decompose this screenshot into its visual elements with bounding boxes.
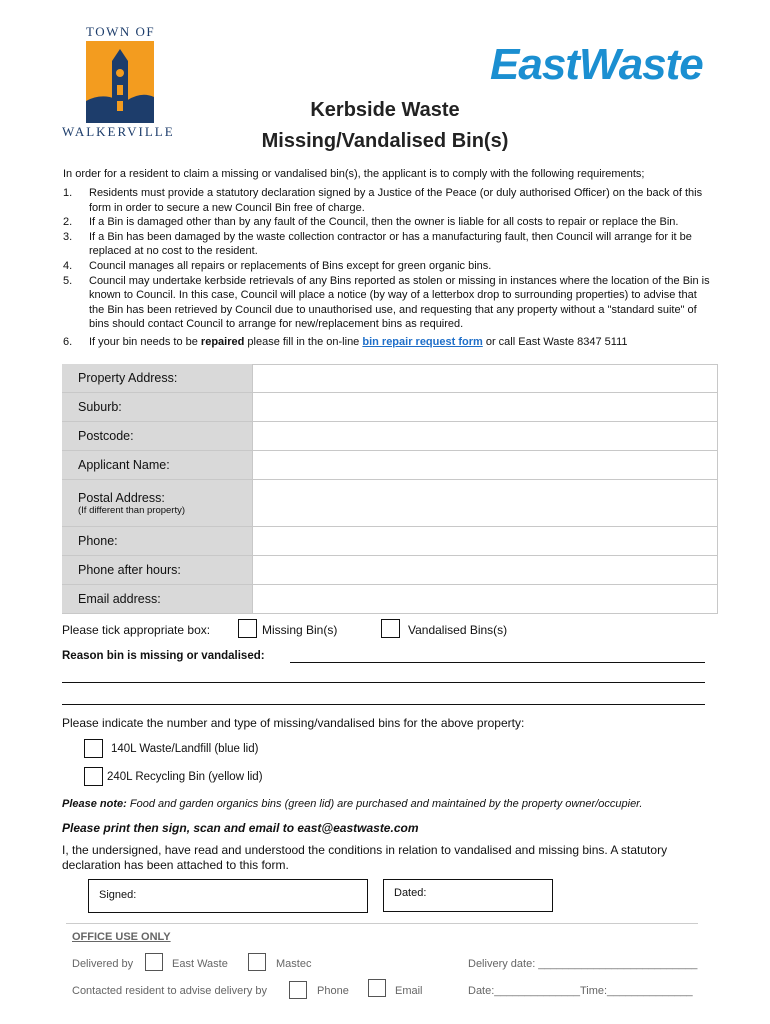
bin-repair-request-link[interactable]: bin repair request form <box>362 335 483 348</box>
phone-after-hours-input[interactable] <box>252 556 718 584</box>
contact-email-label: Email <box>395 985 423 997</box>
requirements-list <box>63 186 713 350</box>
requirement-number: 1. <box>63 187 73 199</box>
title-line2: Missing/Vandalised Bin(s) <box>261 130 509 152</box>
requirement-text: If a Bin has been damaged by the waste collection contractor or has a manufacturing fault, then Council will arrange for it be replaced at no cost to the resident. <box>89 230 692 258</box>
eastwaste-logo <box>490 40 703 90</box>
recycling-bin-label: 240L Recycling Bin (yellow lid) <box>107 771 263 783</box>
phone-input[interactable] <box>252 527 718 555</box>
delivered-by-label: Delivered by <box>72 958 134 970</box>
reason-label: Reason bin is missing or vandalised: <box>62 650 265 662</box>
contact-phone-checkbox[interactable] <box>289 981 307 999</box>
intro-text: In order for a resident to claim a missing or vandalised bin(s), the applicant is to comply with the following requirements; <box>63 168 645 180</box>
bins-heading: Please indicate the number and type of missing/vandalised bins for the above property: <box>62 716 525 730</box>
waste-bin-checkbox[interactable] <box>84 739 103 758</box>
postcode-input[interactable] <box>252 422 718 450</box>
signed-label: Signed: <box>99 889 137 901</box>
vandalised-bin-checkbox[interactable] <box>381 619 400 638</box>
eastwaste-logo-part2: Waste <box>578 40 703 89</box>
requirement-number: 5. <box>63 274 73 287</box>
contact-phone-label: Phone <box>317 985 349 997</box>
vandalised-bin-label: Vandalised Bins(s) <box>408 623 508 637</box>
recycling-bin-checkbox[interactable] <box>84 767 103 786</box>
mastec-checkbox[interactable] <box>248 953 266 971</box>
organics-note <box>62 798 643 810</box>
form-row-applicant-name <box>62 451 718 480</box>
property-address-label: Property Address: <box>62 364 252 392</box>
form-row-postal-address <box>62 480 718 527</box>
delivery-date-field[interactable]: Delivery date: __________________________ <box>468 958 698 970</box>
requirement-number: 3. <box>63 230 73 243</box>
note-text: Food and garden organics bins (green lid) are purchased and maintained by the property owner/occupier. <box>126 798 643 810</box>
east-waste-checkbox[interactable] <box>145 953 163 971</box>
req6-prefix: If your bin needs to be <box>89 335 201 348</box>
reason-line-1[interactable] <box>290 662 705 663</box>
requirement-item <box>63 186 713 215</box>
dated-label: Dated: <box>394 887 427 899</box>
east-waste-label: East Waste <box>172 958 228 970</box>
req6-suffix: or call East Waste 8347 5111 <box>482 335 628 348</box>
postal-address-label: Postal Address: <box>78 490 165 505</box>
postal-address-label-cell <box>62 480 252 526</box>
applicant-details-form <box>62 364 718 614</box>
suburb-label: Suburb: <box>62 393 252 421</box>
property-address-input[interactable] <box>252 364 718 392</box>
note-label: Please note: <box>62 798 127 810</box>
form-row-phone-after-hours <box>62 556 718 585</box>
form-row-email <box>62 585 718 614</box>
print-instruction: Please print then sign, scan and email to east@eastwaste.com <box>62 821 419 835</box>
missing-bin-label: Missing Bin(s) <box>262 623 338 637</box>
contacted-label: Contacted resident to advise delivery by <box>72 985 268 997</box>
requirement-item <box>63 215 713 230</box>
signed-field[interactable] <box>88 879 368 913</box>
dated-field[interactable] <box>383 879 553 912</box>
town-logo-top-text: TOWN OF <box>86 24 156 39</box>
waste-bin-label: 140L Waste/Landfill (blue lid) <box>111 743 259 755</box>
eastwaste-logo-part1: East <box>490 40 579 89</box>
missing-bin-checkbox[interactable] <box>238 619 257 638</box>
tick-label: Please tick appropriate box: <box>62 623 211 637</box>
mastec-label: Mastec <box>276 958 312 970</box>
requirement-text <box>89 335 628 350</box>
title-line1: Kerbside Waste <box>310 99 460 121</box>
contact-email-checkbox[interactable] <box>368 979 386 997</box>
phone-after-hours-label: Phone after hours: <box>62 556 252 584</box>
requirement-number: 4. <box>63 259 73 272</box>
requirement-item <box>63 335 713 350</box>
req6-middle: please fill in the on-line <box>244 335 363 348</box>
postal-address-note: (If different than property) <box>78 504 186 516</box>
email-input[interactable] <box>252 585 718 613</box>
requirement-item <box>63 274 713 332</box>
town-logo-bottom-text: WALKERVILLE <box>62 124 175 139</box>
office-divider <box>66 923 698 924</box>
requirement-item <box>63 259 713 274</box>
applicant-name-label: Applicant Name: <box>62 451 252 479</box>
form-row-postcode <box>62 422 718 451</box>
declaration-text: I, the undersigned, have read and understood the conditions in relation to vandalised and missing bins. A statutory declaration has been attached to this form. <box>62 843 668 872</box>
phone-label: Phone: <box>62 527 252 555</box>
form-row-suburb <box>62 393 718 422</box>
email-label: Email address: <box>62 585 252 613</box>
form-row-property-address <box>62 364 718 393</box>
requirement-text: Council manages all repairs or replacements of Bins except for green organic bins. <box>89 259 492 272</box>
postal-address-input[interactable] <box>252 480 718 526</box>
requirement-number: 2. <box>63 216 73 229</box>
requirement-text: If a Bin is damaged other than by any fault of the Council, then the owner is liable for all costs to repair or replace the Bin. <box>89 216 679 229</box>
requirement-item <box>63 230 713 259</box>
req6-bold: repaired <box>200 335 245 348</box>
requirement-text: Council may undertake kerbside retrievals of any Bins reported as stolen or missing in instances where the location of the Bin is known to Council. In this case, Council will place a notice (by way of a letterbox drop to surrounding properties) to advise that the Bin has been retrieved by Council due to unauthorised use, and requesting that any property without a "standard suite" of bins should contact Council to arrange for new/replacement bins as required. <box>89 274 710 331</box>
office-use-heading: OFFICE USE ONLY <box>72 931 171 943</box>
postcode-label: Postcode: <box>62 422 252 450</box>
applicant-name-input[interactable] <box>252 451 718 479</box>
contact-date-time-field[interactable]: Date:______________Time:______________ <box>468 985 693 997</box>
requirement-number: 6. <box>63 335 73 348</box>
requirement-text: Residents must provide a statutory declaration signed by a Justice of the Peace (or duly authorised Officer) on the back of this form in order to secure a new Council Bin free of charge. <box>89 187 703 214</box>
form-row-phone <box>62 527 718 556</box>
suburb-input[interactable] <box>252 393 718 421</box>
reason-line-2[interactable] <box>62 682 705 683</box>
reason-line-3[interactable] <box>62 704 705 705</box>
